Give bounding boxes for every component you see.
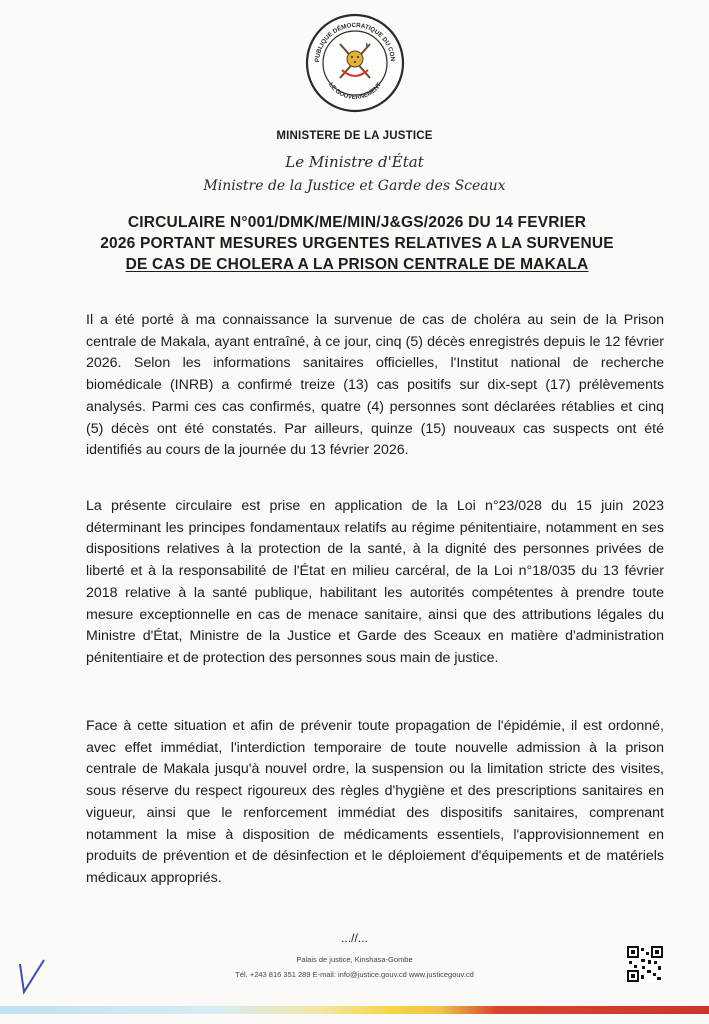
title-line-1: CIRCULAIRE N°001/DMK/ME/MIN/J&GS/2026 DU 14 FEVRIER [127, 214, 587, 231]
ministry-name: MINISTERE DE LA JUSTICE [276, 130, 433, 142]
minister-title: Le Ministre d'État [285, 153, 424, 171]
footer-contact: Tél. +243 816 351 289 E-mail: info@justice.gouv.cd www.justicegouv.cd [235, 970, 474, 979]
paragraph-situation: Il a été porté à ma connaissance la survenue de cas de choléra au sein de la Prison centrale de Makala, ayant entraîné, à ce jour, cinq (5) décès enregistrés depuis le 12 février 2026. Selon les informations sanitaires officielles, l'Institut national de recherche biomédicale (INRB) a confirmé treize (13) cas positifs sur dix-sept (17) prélèvements analysés. Parmi ces cas confirmés, quatre (4) personnes sont déclarées rétablies et cinq (5) décès ont été constatés. Par ailleurs, quinze (15) nouveaux cas suspects ont été identifiés au cours de la journée du 13 février 2026. [86, 312, 664, 459]
government-seal [304, 12, 406, 114]
paragraph-legal-basis: La présente circulaire est prise en application de la Loi n°23/028 du 15 juin 2023 déterminant les principes fondamentaux relatifs au régime pénitentiaire, notamment en ses dispositions relatives à la protection de la santé, à la dignité des personnes privées de liberté et à la responsabilité de l'État en milieu carcéral, de la Loi n°18/035 du 13 février 2018 relative à la santé publique, habilitant les autorités compétentes à prendre toute mesure exceptionnelle en cas de menace sanitaire, ainsi que des attributions légales du Ministre d'État, Ministre de la Justice et Garde des Sceaux en matière d'administration pénitentiaire et de protection des personnes sous main de justice. [86, 498, 664, 666]
seal-bottom-text: LE GOUVERNEMENT [327, 81, 383, 102]
qr-code-icon [627, 946, 663, 982]
flag-color-band [0, 1006, 709, 1014]
continuation-mark: ...//... [341, 931, 368, 945]
minister-office: Ministre de la Justice et Garde des Sceaux [203, 178, 506, 194]
seal-top-text: PUBLIQUE DÉMOCRATIQUE DU CON [313, 21, 396, 63]
circular-title [92, 212, 622, 275]
paragraph-measures: Face à cette situation et afin de prévenir toute propagation de l'épidémie, il est ordonné, avec effet immédiat, l'interdiction temporaire de toute nouvelle admission à la prison centrale de Makala jusqu'à nouvel ordre, la suspension ou la limitation stricte des visites, sous réserve du respect rigoureux des règles d'hygiène et des prescriptions sanitaires en vigueur, ainsi que le renforcement immédiat des dispositifs sanitaires, comprenant notamment la mise à disposition de médicaments essentiels, l'approvisionnement en produits de prévention et de désinfection et le déploiement d'équipements et de matériels médicaux appropriés. [86, 718, 664, 886]
title-line-2: 2026 PORTANT MESURES URGENTES RELATIVES A LA SURVENUE [100, 235, 614, 252]
footer-address: Palais de justice, Kinshasa-Gombe [296, 955, 413, 964]
title-line-3: DE CAS DE CHOLERA A LA PRISON CENTRALE DE MAKALA [125, 256, 589, 273]
